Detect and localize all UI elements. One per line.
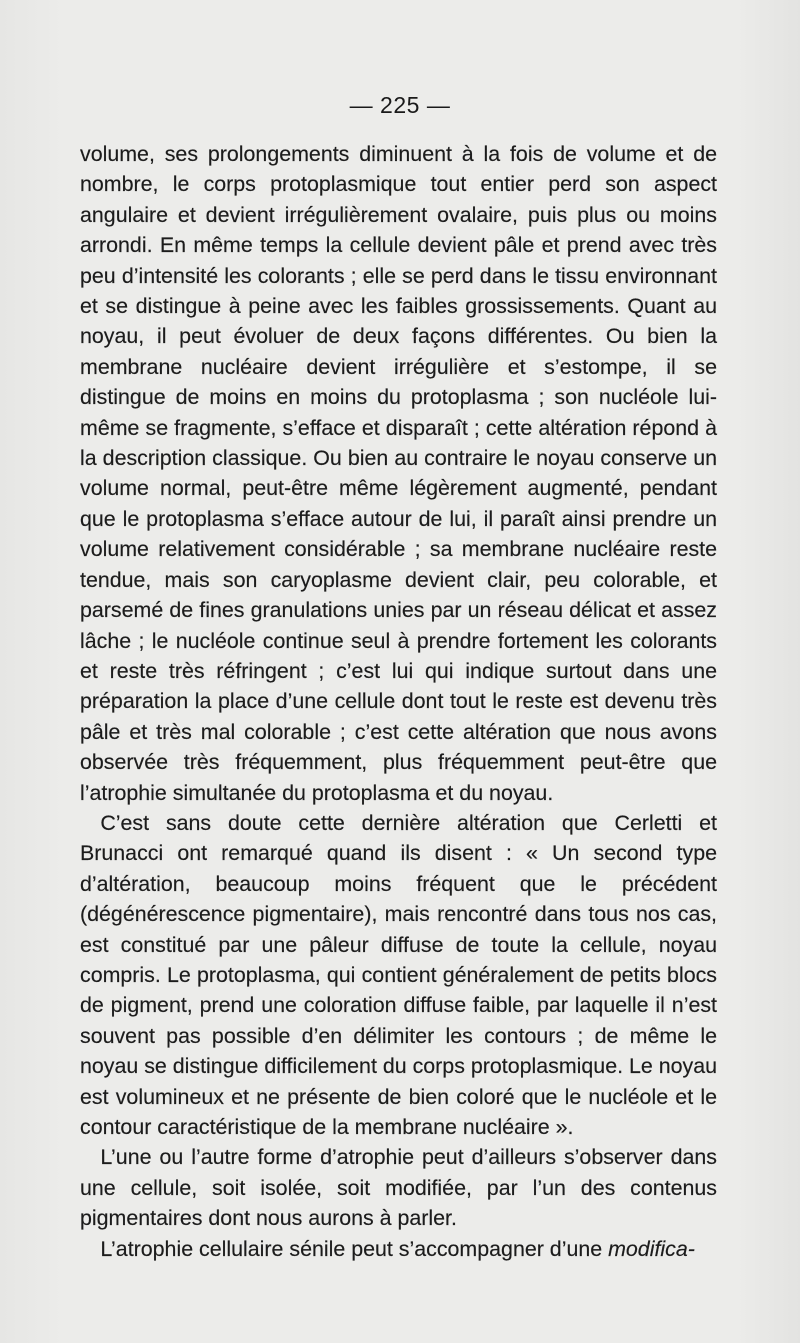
paragraph-1: volume, ses prolongements diminuent à la fois de volume et de nombre, le corps protoplasmique tout entier perd son aspect angulaire et devient irrégulièrement ovalaire, puis plus ou moins arrondi. En même temps la cellule devient pâle et prend avec très peu d’intensité les colorants ; elle se perd dans le tissu environnant et se distingue à peine avec les faibles grossissements. Quant au noyau, il peut évoluer de deux façons différentes. Ou bien la membrane nucléaire devient irrégulière et s’estompe, il se distingue de moins en moins du protoplasma ; son nucléole lui-même se fragmente, s’efface et disparaît ; cette altération répond à la description classique. Ou bien au contraire le noyau conserve un volume normal, peut-être même légèrement augmenté, pendant que le protoplasma s’efface autour de lui, il paraît ainsi prendre un volume relativement considérable ; sa membrane nucléaire reste tendue, mais son caryoplasme devient clair, peu colorable, et parsemé de fines granulations unies par un réseau délicat et assez lâche ; le nucléole continue seul à prendre fortement les colorants et reste très réfringent ; c’est lui qui indique surtout dans une préparation la place d’une cellule dont tout le reste est devenu très pâle et très mal colorable ; c’est cette altération que nous avons observée très fréquemment, plus fréquemment peut-être que l’atrophie simultanée du protoplasma et du noyau. <box>80 142 717 805</box>
page-number: — 225 — <box>349 92 451 118</box>
paragraph-4-italic-word: modifica- <box>608 1236 695 1261</box>
paragraph-2: C’est sans doute cette dernière altération que Cerletti et Brunacci ont remarqué quand ils disent : « Un second type d’altération, beaucoup moins fréquent que le précédent (dégénérescence pigmentaire), mais rencontré dans tous nos cas, est constitué par une pâleur diffuse de toute la cellule, noyau compris. Le protoplasma, qui contient généralement de petits blocs de pigment, prend une coloration diffuse faible, par laquelle il n’est souvent pas possible d’en délimiter les contours ; de même le noyau se distingue difficilement du corps protoplasmique. Le noyau est volumineux et ne présente de bien coloré que le nucléole et le contour caractéristique de la membrane nucléaire ». <box>80 810 717 1139</box>
paragraph-4-text: L’atrophie cellulaire sénile peut s’accompagner d’une <box>100 1236 609 1261</box>
body-text <box>80 139 717 1264</box>
paragraph-3: L’une ou l’autre forme d’atrophie peut d’ailleurs s’observer dans une cellule, soit isolée, soit modifiée, par l’un des contenus pigmentaires dont nous aurons à parler. <box>80 1145 717 1231</box>
paragraph-4 <box>80 1234 717 1264</box>
